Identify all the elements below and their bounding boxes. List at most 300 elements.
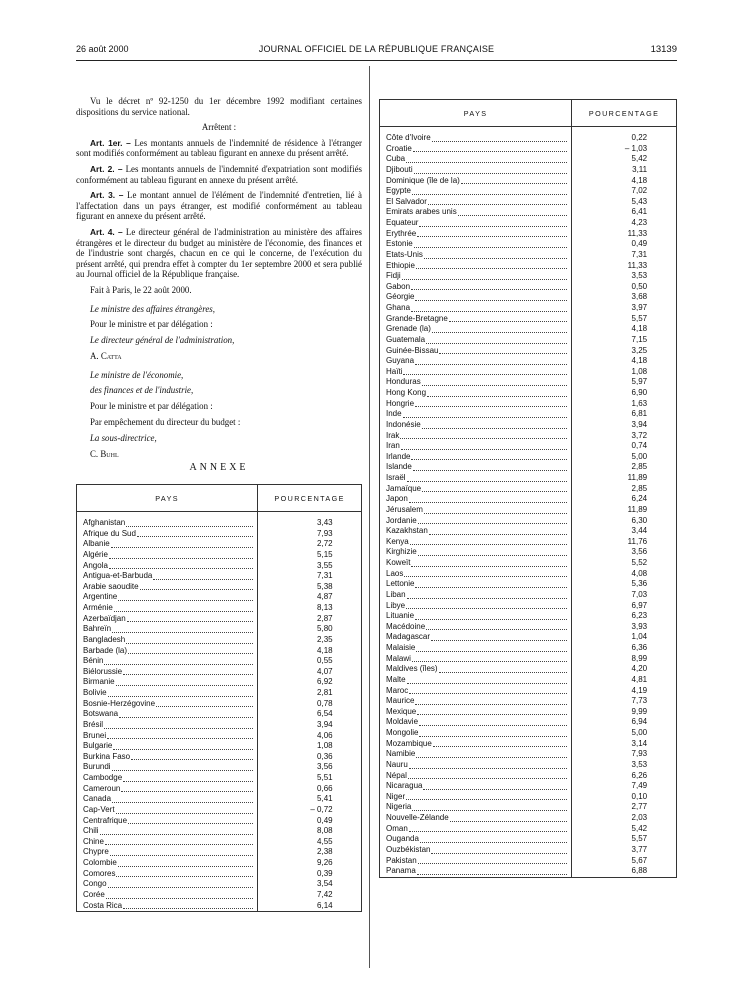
country-name: Nouvelle-Zélande — [386, 813, 449, 822]
country-name: El Salvador — [386, 196, 427, 206]
table-row — [77, 561, 362, 572]
table-row — [380, 335, 677, 346]
country-name: Nigeria — [386, 802, 412, 812]
percentage-value: 11,89 — [627, 473, 648, 482]
country-name: Burkina Faso — [83, 751, 131, 761]
dot-leader — [411, 311, 567, 312]
percentage-value: 8,99 — [631, 653, 648, 663]
country-name: Malaisie — [386, 643, 416, 652]
dot-leader — [116, 876, 253, 877]
dot-leader — [423, 789, 567, 790]
dot-leader — [116, 813, 254, 814]
dot-leader — [406, 799, 567, 800]
table-row — [380, 760, 677, 771]
percentage-value: 1,63 — [631, 398, 648, 408]
table-row — [380, 717, 677, 728]
country-name: Egypte — [386, 186, 411, 196]
country-name: Arménie — [83, 603, 113, 612]
country-name: Macédoine — [386, 621, 426, 631]
table-row — [380, 282, 677, 293]
journal-title: JOURNAL OFFICIEL DE LA RÉPUBLIQUE FRANÇAISE — [258, 44, 495, 54]
country-name: Malte — [386, 674, 406, 684]
table-row — [380, 186, 677, 197]
percentage-value: 6,81 — [631, 409, 648, 419]
dot-leader — [449, 321, 567, 322]
table-row — [77, 773, 362, 784]
dot-leader — [100, 834, 254, 835]
country-name: Niger — [386, 791, 406, 801]
dot-leader — [420, 842, 567, 843]
percentage-value: 11,89 — [627, 504, 648, 514]
country-name: Nauru — [386, 759, 408, 769]
country-name: Ouzbékistan — [386, 844, 431, 854]
country-name: Lettonie — [386, 579, 415, 589]
dot-leader — [156, 706, 253, 707]
table-row — [380, 271, 677, 282]
dot-leader — [432, 332, 567, 333]
country-name: Libye — [386, 600, 406, 610]
country-name: Côte d'Ivoire — [386, 133, 431, 142]
country-name: Moldavie — [386, 717, 419, 727]
table-row — [77, 614, 362, 625]
table-row — [77, 656, 362, 667]
country-name: Chili — [83, 826, 99, 836]
table-row — [77, 539, 362, 550]
percentage-value: 5,36 — [631, 579, 648, 589]
country-name: Madagascar — [386, 632, 431, 642]
column-header-pourcentage: POURCENTAGE — [258, 485, 362, 512]
country-name: Argentine — [83, 592, 118, 602]
table-row — [380, 728, 677, 739]
table-row — [380, 303, 677, 314]
dot-leader — [419, 725, 567, 726]
dot-leader — [409, 768, 567, 769]
table-row — [380, 611, 677, 622]
dot-leader — [417, 714, 567, 715]
dot-leader — [409, 693, 567, 694]
percentage-value: 2,72 — [317, 539, 333, 549]
percentage-value: 0,50 — [631, 281, 648, 291]
dot-leader — [131, 759, 253, 760]
table-row — [380, 324, 677, 335]
dot-leader — [121, 791, 253, 792]
table-row — [380, 356, 677, 367]
percentage-value: 2,38 — [317, 847, 333, 857]
country-name: Grenade (la) — [386, 324, 431, 334]
signature-2-line-5: La sous-directrice, — [90, 432, 157, 443]
table-row — [380, 739, 677, 750]
percentage-value: 0,74 — [631, 441, 648, 451]
signature-2-name: C. Buhl — [90, 448, 119, 459]
percentage-value: 2,03 — [631, 813, 648, 822]
percentage-value: 3,14 — [631, 738, 648, 748]
percentage-value: 3,72 — [631, 430, 648, 440]
dot-leader — [450, 821, 568, 822]
dot-leader — [127, 621, 254, 622]
table-row — [380, 654, 677, 665]
percentage-value: 5,67 — [631, 855, 648, 865]
table-row — [77, 816, 362, 827]
arretent: Arrêtent : — [201, 122, 237, 133]
page-header — [76, 44, 677, 58]
table-row — [380, 579, 677, 590]
dot-leader — [123, 674, 253, 675]
dot-leader — [411, 566, 567, 567]
signature-1-line-1: Le ministre des affaires étrangères, — [90, 303, 215, 314]
percentage-value: 5,38 — [317, 581, 333, 591]
dot-leader — [415, 587, 567, 588]
percentage-value: 5,52 — [631, 558, 648, 567]
country-name: Afrique du Sud — [83, 528, 136, 538]
percentage-value: 6,41 — [631, 207, 648, 217]
table-row — [77, 731, 362, 742]
table-row — [77, 805, 362, 816]
dot-leader — [112, 632, 253, 633]
country-name: Canada — [83, 794, 112, 804]
percentage-value: 6,54 — [317, 709, 333, 719]
dot-leader — [426, 629, 567, 630]
signature-2-line-2: des finances et de l'industrie, — [90, 385, 194, 396]
table-row — [77, 529, 362, 540]
percentage-value: 6,36 — [631, 643, 648, 652]
percentage-value: 3,54 — [317, 879, 333, 889]
dot-leader — [409, 831, 567, 832]
table-row — [77, 603, 362, 614]
dot-leader — [403, 417, 568, 418]
dot-leader — [109, 558, 253, 559]
country-name: Panama — [386, 866, 416, 876]
country-name: Corée — [83, 889, 105, 899]
percentage-value: 3,55 — [317, 560, 333, 570]
country-name: Hong Kong — [386, 388, 427, 397]
dot-leader — [104, 728, 253, 729]
table-row — [380, 218, 677, 229]
dot-leader — [400, 438, 567, 439]
article-4: Art. 4. – Le directeur général de l'administration au ministère des affaires étrangères et le directeur du budget au ministère de l'économie, des finances et de l'industrie sont chargés, chacun en ce qui le concerne, de l'exécution du présent arrêté, qui prendra effet à compter du 1er septembre 2000 et sera publié au Journal officiel de la République française. — [76, 226, 362, 280]
table-row — [380, 537, 677, 548]
decree-text — [76, 96, 362, 464]
country-name: Emirats arabes unis — [386, 207, 457, 217]
percentage-value: 4,19 — [631, 685, 648, 695]
table-row — [380, 824, 677, 835]
percentage-value: 11,76 — [627, 536, 648, 546]
dot-leader — [412, 194, 567, 195]
percentage-value: 6,90 — [631, 388, 648, 397]
country-name: Géorgie — [386, 292, 415, 302]
dot-leader — [419, 226, 567, 227]
dot-leader — [404, 576, 567, 577]
table-row — [380, 516, 677, 527]
table-row — [380, 781, 677, 792]
country-name: Albanie — [83, 539, 110, 549]
percentage-value: 0,66 — [317, 783, 333, 793]
percentage-value: 0,49 — [631, 239, 648, 249]
percentage-value: 7,93 — [317, 528, 333, 538]
country-name: Birmanie — [83, 677, 115, 687]
article-3: Art. 3. – Le montant annuel de l'élément de l'indemnité d'entretien, lié à l'affectation dans un pays étranger, est modifié conformément au tableau figurant en annexe du présent arrêté. — [76, 190, 362, 222]
country-name: Irak — [386, 430, 400, 440]
country-name: Haïti — [386, 366, 403, 376]
table-row — [380, 154, 677, 165]
percentage-value: 4,06 — [317, 730, 333, 740]
table-row — [380, 622, 677, 633]
percentage-value: 1,08 — [317, 741, 333, 751]
dot-leader — [123, 781, 253, 782]
percentage-value: 6,26 — [631, 770, 648, 780]
dot-leader — [415, 619, 567, 620]
table-row — [380, 197, 677, 208]
country-name: Pakistan — [386, 855, 417, 865]
dot-leader — [433, 746, 567, 747]
country-name: Bénin — [83, 656, 104, 666]
percentage-value: 3,68 — [631, 292, 648, 302]
percentage-value: 5,97 — [631, 377, 648, 387]
country-name: Cap-Vert — [83, 804, 115, 814]
percentage-value: 7,02 — [631, 186, 648, 196]
country-name: Centrafrique — [83, 815, 128, 825]
table-row — [380, 462, 677, 473]
percentage-value: 8,08 — [317, 826, 333, 836]
country-name: Lituanie — [386, 611, 415, 621]
percentage-value: 7,49 — [631, 781, 648, 791]
article-2: Art. 2. – Les montants annuels de l'indemnité d'expatriation sont modifiés conformément au tableau figurant en annexe du présent arrêté. — [76, 163, 362, 185]
table-row — [380, 696, 677, 707]
dot-leader — [461, 183, 567, 184]
country-name: Algérie — [83, 549, 108, 559]
dot-leader — [418, 523, 568, 524]
country-name: Costa Rica — [83, 900, 123, 910]
table-row — [380, 229, 677, 240]
table-row — [380, 632, 677, 643]
percentage-value: 0,49 — [317, 815, 333, 825]
dot-leader — [415, 406, 567, 407]
table-row — [380, 207, 677, 218]
dot-leader — [406, 162, 567, 163]
percentage-value: 0,78 — [317, 698, 333, 708]
dot-leader — [416, 268, 567, 269]
signature-1-line-3: Le directeur général de l'administration, — [90, 335, 235, 346]
table-row — [77, 752, 362, 763]
table-row — [380, 399, 677, 410]
country-name: Arabie saoudite — [83, 581, 139, 591]
country-name: Mongolie — [386, 728, 419, 737]
dot-leader — [431, 640, 567, 641]
country-name: Djibouti — [386, 164, 413, 174]
dot-leader — [126, 526, 253, 527]
country-name: Honduras — [386, 377, 421, 387]
country-name: Guinée-Bissau — [386, 345, 439, 355]
country-name: Irlande — [386, 451, 411, 461]
dot-leader — [414, 247, 568, 248]
dot-leader — [429, 534, 567, 535]
table-row — [380, 473, 677, 484]
country-name: Cuba — [386, 154, 406, 164]
percentage-value: 0,55 — [317, 656, 333, 666]
percentage-value: 0,39 — [317, 868, 333, 878]
dot-leader — [118, 600, 253, 601]
fait-a-paris: Fait à Paris, le 22 août 2000. — [90, 284, 192, 295]
country-name: Congo — [83, 879, 107, 889]
percentage-value: 4,87 — [317, 592, 333, 602]
table-row — [380, 377, 677, 388]
dot-leader — [424, 513, 567, 514]
table-row — [380, 367, 677, 378]
country-name: Ouganda — [386, 834, 419, 844]
table-row — [77, 879, 362, 890]
country-name: Inde — [386, 409, 402, 419]
table-row — [380, 239, 677, 250]
table-row — [380, 547, 677, 558]
country-name: Croatie — [386, 143, 412, 153]
country-name: Cameroun — [83, 783, 121, 793]
dot-leader — [413, 151, 567, 152]
dot-leader — [410, 544, 568, 545]
percentage-value: – 0,72 — [310, 804, 333, 814]
table-row — [380, 771, 677, 782]
percentage-value: 3,93 — [631, 621, 648, 631]
percentage-value: 9,99 — [631, 706, 648, 716]
percentage-value: 3,97 — [631, 303, 648, 312]
table-row — [77, 826, 362, 837]
percentage-value: 3,56 — [317, 762, 333, 772]
percentage-value: 7,31 — [317, 571, 333, 581]
signature-2-line-1: Le ministre de l'économie, — [90, 369, 184, 380]
country-name: Azerbaïdjan — [83, 613, 126, 623]
dot-leader — [113, 749, 253, 750]
table-row — [380, 802, 677, 813]
country-name: Brésil — [83, 719, 104, 729]
table-row — [77, 646, 362, 657]
table-row — [77, 592, 362, 603]
column-header-pays: PAYS — [77, 485, 258, 512]
table-row — [380, 686, 677, 697]
country-name: Népal — [386, 770, 407, 780]
dot-leader — [406, 608, 567, 609]
country-name: Kirghizie — [386, 547, 417, 557]
table-row — [380, 346, 677, 357]
dot-leader — [140, 589, 254, 590]
table-row — [380, 569, 677, 580]
table-row — [77, 624, 362, 635]
percentage-value: 6,97 — [631, 600, 648, 610]
dot-leader — [153, 579, 253, 580]
country-name: Islande — [386, 462, 412, 472]
country-name: Kenya — [386, 536, 409, 546]
dot-leader — [118, 866, 253, 867]
dot-leader — [128, 653, 253, 654]
percentage-value: – 1,03 — [624, 143, 648, 153]
table-row — [77, 784, 362, 795]
country-name: Estonie — [386, 239, 413, 249]
percentage-value: 5,51 — [317, 773, 333, 782]
percentage-value: 7,73 — [631, 696, 648, 706]
country-name: Mozambique — [386, 738, 432, 748]
table-row — [380, 165, 677, 176]
country-name: Colombie — [83, 858, 117, 867]
country-name: Grande-Bretagne — [386, 313, 448, 323]
country-name: Bangladesh — [83, 634, 126, 644]
table-row — [380, 505, 677, 516]
percentage-value: 5,57 — [631, 313, 648, 323]
dot-leader — [422, 428, 568, 429]
dot-leader — [422, 491, 567, 492]
table-row — [380, 431, 677, 442]
dot-leader — [426, 343, 567, 344]
country-name: Cambodge — [83, 773, 123, 782]
country-name: Oman — [386, 823, 408, 833]
dot-leader — [428, 204, 567, 205]
percentage-value: 2,35 — [317, 634, 333, 644]
percentage-value: 5,80 — [317, 624, 333, 634]
country-name: Guyana — [386, 356, 415, 366]
percentage-value: 2,85 — [631, 483, 648, 493]
table-row — [380, 643, 677, 654]
percentage-value: 4,18 — [317, 645, 333, 655]
country-name: Chypre — [83, 847, 109, 857]
dot-leader — [407, 683, 568, 684]
table-row — [380, 558, 677, 569]
country-name: Ghana — [386, 303, 411, 312]
table-row — [380, 707, 677, 718]
dot-leader — [128, 823, 253, 824]
dot-leader — [432, 141, 568, 142]
percentage-value: 7,93 — [631, 749, 648, 759]
table-row — [77, 667, 362, 678]
country-name: Maurice — [386, 696, 415, 706]
percentage-value: 4,55 — [317, 836, 333, 846]
percentage-value: 5,41 — [317, 794, 333, 804]
table-row — [77, 858, 362, 869]
signature-1-line-2: Pour le ministre et par délégation : — [90, 319, 213, 330]
country-name: Liban — [386, 589, 406, 599]
table-row — [380, 441, 677, 452]
country-name: Ethiopie — [386, 260, 415, 270]
table-row — [77, 699, 362, 710]
table-row — [77, 571, 362, 582]
dot-leader — [419, 736, 567, 737]
article-1: Art. 1er. – Les montants annuels de l'indemnité de résidence à l'étranger sont modifiés conformément au tableau figurant en annexe du présent arrêté. — [76, 137, 362, 159]
dot-leader — [415, 704, 567, 705]
country-name: Japon — [386, 494, 408, 504]
table-row — [380, 133, 677, 144]
column-divider — [369, 66, 370, 968]
country-name: Jérusalem — [386, 504, 423, 514]
percentage-value: 4,20 — [631, 664, 648, 674]
percentage-value: 5,00 — [631, 451, 648, 461]
percentage-value: 7,31 — [631, 249, 648, 259]
country-name: Bulgarie — [83, 741, 113, 751]
table-row — [380, 388, 677, 399]
percentage-value: 9,26 — [317, 858, 333, 867]
percentage-value: 6,30 — [631, 515, 648, 525]
percentage-value: 3,94 — [631, 419, 648, 429]
country-name: Malawi — [386, 653, 411, 663]
dot-leader — [418, 555, 568, 556]
percentage-value: 3,56 — [631, 547, 648, 557]
table-row — [77, 688, 362, 699]
dot-leader — [116, 685, 254, 686]
dot-leader — [105, 844, 253, 845]
percentage-value: 3,53 — [631, 759, 648, 769]
percentage-value: 3,25 — [631, 345, 648, 355]
table-row — [77, 762, 362, 773]
dot-leader — [431, 853, 567, 854]
dot-leader — [415, 364, 567, 365]
table-row — [77, 794, 362, 805]
country-name: Angola — [83, 560, 108, 570]
signature-2-line-3: Pour le ministre et par délégation : — [90, 401, 213, 412]
percentage-value: 4,23 — [631, 218, 648, 227]
